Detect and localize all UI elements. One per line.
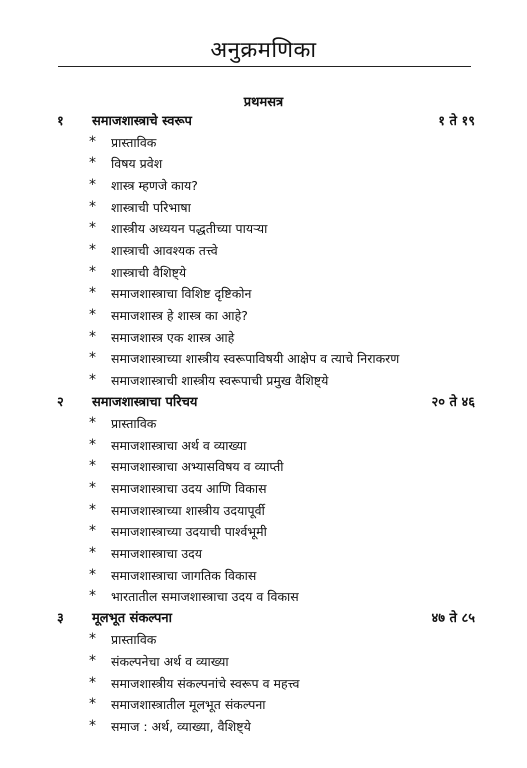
- list-item: [0, 523, 527, 543]
- bullet-star: *: [89, 329, 96, 345]
- list-item-text: समाजशास्त्राचा अभ्यासविषय व व्याप्ती: [111, 459, 284, 474]
- list-item: [0, 177, 527, 197]
- chapter-number: ३: [57, 611, 64, 626]
- list-item: [0, 285, 527, 305]
- bullet-star: *: [89, 653, 96, 669]
- list-item-text: समाज : अर्थ, व्याख्या, वैशिष्ट्ये: [111, 719, 251, 734]
- bullet-star: *: [89, 285, 96, 301]
- list-item: [0, 155, 527, 175]
- list-item: [0, 329, 527, 349]
- list-item-text: समाजशास्त्राची शास्त्रीय स्वरूपाची प्रमुख वैशिष्ट्ये: [111, 373, 329, 388]
- chapter-title: समाजशास्त्राचे स्वरूप: [92, 114, 192, 129]
- list-item: [0, 653, 527, 673]
- list-item: [0, 458, 527, 478]
- list-item: [0, 220, 527, 240]
- bullet-star: *: [89, 545, 96, 561]
- bullet-star: *: [89, 631, 96, 647]
- list-item-text: समाजशास्त्राच्या शास्त्रीय स्वरूपाविषयी आक्षेप व त्याचे निराकरण: [111, 351, 400, 366]
- bullet-star: *: [89, 588, 96, 604]
- list-item: [0, 372, 527, 392]
- bullet-star: *: [89, 502, 96, 518]
- bullet-star: *: [89, 718, 96, 734]
- list-item: [0, 675, 527, 695]
- list-item: [0, 242, 527, 262]
- list-item: [0, 134, 527, 154]
- list-item-text: समाजशास्त्राचा अर्थ व व्याख्या: [111, 438, 247, 453]
- list-item: [0, 199, 527, 219]
- list-item-text: समाजशास्त्र एक शास्त्र आहे: [111, 330, 235, 345]
- list-item-text: समाजशास्त्राचा उदय आणि विकास: [111, 481, 267, 496]
- list-item-text: प्रास्ताविक: [111, 416, 157, 431]
- list-item: [0, 502, 527, 522]
- chapter-3-heading: [0, 608, 527, 628]
- list-item: [0, 415, 527, 435]
- chapter-2-heading: [0, 392, 527, 412]
- list-item-text: समाजशास्त्र हे शास्त्र का आहे?: [111, 308, 248, 323]
- list-item-text: शास्त्रीय अध्ययन पद्धतीच्या पायऱ्या: [111, 221, 268, 236]
- title-underline: [58, 66, 471, 67]
- bullet-star: *: [89, 675, 96, 691]
- bullet-star: *: [89, 264, 96, 280]
- chapter-1-heading: [0, 111, 527, 131]
- bullet-star: *: [89, 567, 96, 583]
- list-item: [0, 437, 527, 457]
- list-item: [0, 350, 527, 370]
- bullet-star: *: [89, 415, 96, 431]
- list-item: [0, 631, 527, 651]
- bullet-star: *: [89, 220, 96, 236]
- page-title: अनुक्रमणिका: [210, 38, 317, 63]
- list-item-text: संकल्पनेचा अर्थ व व्याख्या: [111, 654, 229, 669]
- list-item: [0, 307, 527, 327]
- list-item-text: विषय प्रवेश: [111, 156, 163, 171]
- bullet-star: *: [89, 177, 96, 193]
- list-item: [0, 480, 527, 500]
- list-item-text: समाजशास्त्रातील मूलभूत संकल्पना: [111, 697, 266, 712]
- bullet-star: *: [89, 350, 96, 366]
- list-item: [0, 718, 527, 738]
- list-item-text: शास्त्राची आवश्यक तत्त्वे: [111, 243, 218, 258]
- bullet-star: *: [89, 199, 96, 215]
- list-item-text: समाजशास्त्राचा विशिष्ट दृष्टिकोन: [111, 286, 252, 301]
- bullet-star: *: [89, 480, 96, 496]
- bullet-star: *: [89, 696, 96, 712]
- bullet-star: *: [89, 134, 96, 150]
- bullet-star: *: [89, 307, 96, 323]
- chapter-page-range: १ ते १९: [438, 114, 475, 129]
- list-item-text: शास्त्राची वैशिष्ट्ये: [111, 265, 187, 280]
- list-item-text: शास्त्र म्हणजे काय?: [111, 178, 198, 193]
- chapter-number: १: [57, 114, 64, 129]
- list-item: [0, 588, 527, 608]
- list-item-text: प्रास्ताविक: [111, 135, 157, 150]
- bullet-star: *: [89, 155, 96, 171]
- list-item: [0, 545, 527, 565]
- list-item: [0, 696, 527, 716]
- bullet-star: *: [89, 437, 96, 453]
- chapter-page-range: २० ते ४६: [431, 395, 475, 410]
- bullet-star: *: [89, 523, 96, 539]
- list-item: [0, 567, 527, 587]
- bullet-star: *: [89, 458, 96, 474]
- list-item-text: समाजशास्त्राच्या शास्त्रीय उदयापूर्वी: [111, 503, 265, 518]
- list-item: [0, 264, 527, 284]
- chapter-title: समाजशास्त्राचा परिचय: [92, 395, 198, 410]
- list-item-text: प्रास्ताविक: [111, 632, 157, 647]
- bullet-star: *: [89, 372, 96, 388]
- bullet-star: *: [89, 242, 96, 258]
- chapter-page-range: ४७ ते ८५: [431, 611, 475, 626]
- list-item-text: समाजशास्त्राचा उदय: [111, 546, 203, 561]
- list-item-text: समाजशास्त्रीय संकल्पनांचे स्वरूप व महत्त्व: [111, 676, 300, 691]
- list-item-text: समाजशास्त्राचा जागतिक विकास: [111, 568, 257, 583]
- list-item-text: समाजशास्त्राच्या उदयाची पार्श्वभूमी: [111, 524, 267, 539]
- session-heading: प्रथमसत्र: [243, 95, 284, 110]
- list-item-text: भारतातील समाजशास्त्राचा उदय व विकास: [111, 589, 299, 604]
- chapter-number: २: [57, 395, 64, 410]
- chapter-title: मूलभूत संकल्पना: [92, 611, 172, 626]
- list-item-text: शास्त्राची परिभाषा: [111, 200, 191, 215]
